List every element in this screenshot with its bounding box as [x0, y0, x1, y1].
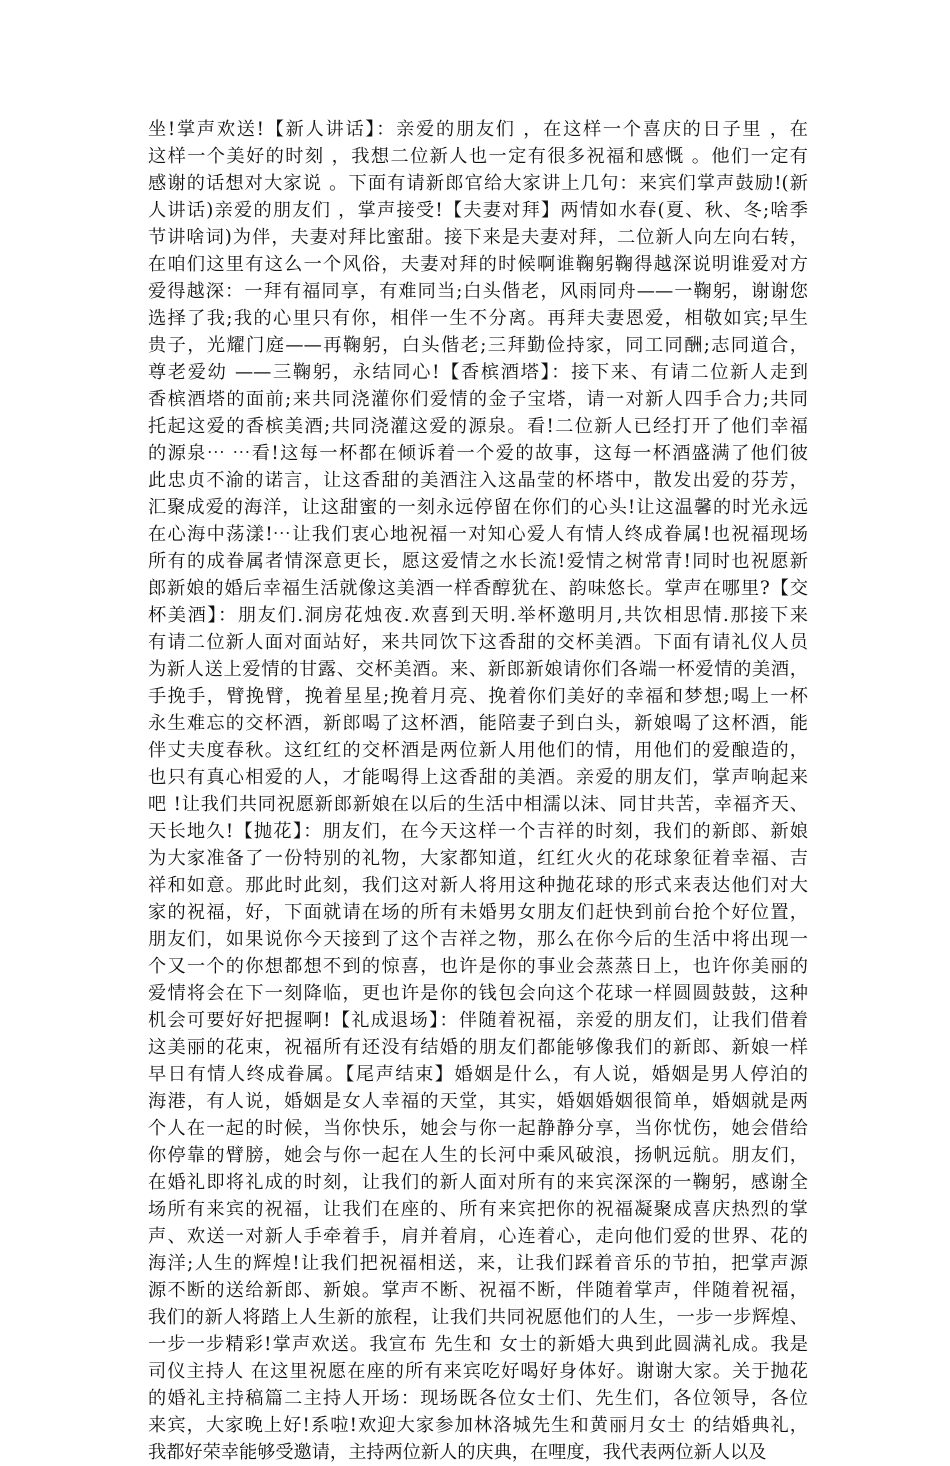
text-line: 我们的新人将踏上人生新的旅程，让我们共同祝愿他们的人生，一步一步辉煌、	[148, 1307, 808, 1328]
text-line: 天长地久!【抛花】：朋友们，在今天这样一个吉祥的时刻，我们的新郎、新娘	[148, 821, 808, 842]
text-line: 尊老爱幼 ——三鞠躬，永结同心!【香槟酒塔】：接下来、有请二位新人走到	[148, 362, 808, 383]
text-line: 一步一步精彩!掌声欢送。我宣布 先生和 女士的新婚大典到此圆满礼成。我是	[148, 1334, 808, 1355]
text-line: 此忠贞不渝的诺言，让这香甜的美酒注入这晶莹的杯塔中，散发出爱的芬芳，	[148, 470, 808, 491]
text-line: 在心海中荡漾!⋯让我们衷心地祝福一对知心爱人有情人终成眷属!也祝福现场	[148, 524, 808, 545]
text-line: 爱情将会在下一刻降临，更也许是你的钱包会向这个花球一样圆圆鼓鼓，这种	[148, 983, 808, 1004]
text-line: 的婚礼主持稿篇二主持人开场：现场既各位女士们、先生们，各位领导，各位	[148, 1388, 808, 1409]
text-line: 坐!掌声欢送!【新人讲话】：亲爱的朋友们 ，在这样一个喜庆的日子里 ，在	[148, 119, 808, 140]
text-line: 有请二位新人面对面站好，来共同饮下这香甜的交杯美酒。下面有请礼仪人员	[148, 632, 808, 653]
text-line: 的源泉⋯ ⋯看!这每一杯都在倾诉着一个爱的故事，这每一杯酒盛满了他们彼	[148, 443, 808, 464]
text-line: 这样一个美好的时刻 ，我想二位新人也一定有很多祝福和感慨 。他们一定有	[148, 146, 808, 167]
text-line: 节讲啥词)为伴，夫妻对拜比蜜甜。接下来是夫妻对拜，二位新人向左向右转，	[148, 227, 808, 248]
text-line: 托起这爱的香槟美酒;共同浇灌这爱的源泉。看!二位新人已经打开了他们幸福	[148, 416, 808, 437]
text-line: 吧 !让我们共同祝愿新郎新娘在以后的生活中相濡以沫、同甘共苦，幸福齐天、	[148, 794, 808, 815]
text-line: 海洋;人生的辉煌!让我们把祝福相送，来，让我们踩着音乐的节拍，把掌声源	[148, 1253, 808, 1274]
text-line: 祥和如意。那此时此刻，我们这对新人将用这种抛花球的形式来表达他们对大	[148, 875, 808, 896]
text-line: 朋友们，如果说你今天接到了这个吉祥之物，那么在你今后的生活中将出现一	[148, 929, 808, 950]
text-line: 也只有真心相爱的人，才能喝得上这香甜的美酒。亲爱的朋友们，掌声响起来	[148, 767, 808, 788]
text-line: 在咱们这里有这么一个风俗，夫妻对拜的时候啊谁鞠躬鞠得越深说明谁爱对方	[148, 254, 808, 275]
text-line: 海港，有人说，婚姻是女人幸福的天堂，其实，婚姻婚姻很简单，婚姻就是两	[148, 1091, 808, 1112]
text-line: 永生难忘的交杯酒，新郎喝了这杯酒，能陪妻子到白头，新娘喝了这杯酒，能	[148, 713, 808, 734]
text-line: 在婚礼即将礼成的时刻，让我们的新人面对所有的来宾深深的一鞠躬，感谢全	[148, 1172, 808, 1193]
text-line: 爱得越深：一拜有福同享，有难同当;白头偕老，风雨同舟——一鞠躬，谢谢您	[148, 281, 808, 302]
text-line: 杯美酒】：朋友们.洞房花烛夜.欢喜到天明.举杯邀明月,共饮相思情.那接下来	[148, 605, 808, 626]
text-line: 声、欢送一对新人手牵着手，肩并着肩，心连着心，走向他们爱的世界、花的	[148, 1226, 808, 1247]
text-line: 为大家准备了一份特别的礼物，大家都知道，红红火火的花球象征着幸福、吉	[148, 848, 808, 869]
text-line: 手挽手，臂挽臂，挽着星星;挽着月亮、挽着你们美好的幸福和梦想;喝上一杯	[148, 686, 808, 707]
text-line: 郎新娘的婚后幸福生活就像这美酒一样香醇犹在、韵味悠长。掌声在哪里?【交	[148, 578, 808, 599]
text-line: 选择了我;我的心里只有你，相伴一生不分离。再拜夫妻恩爱，相敬如宾;早生	[148, 308, 808, 329]
text-line: 你停靠的臂膀，她会与你一起在人生的长河中乘风破浪，扬帆远航。朋友们，	[148, 1145, 808, 1166]
text-line: 香槟酒塔的面前;来共同浇灌你们爱情的金子宝塔，请一对新人四手合力;共同	[148, 389, 808, 410]
text-line: 人讲话)亲爱的朋友们 ，掌声接受!【夫妻对拜】两情如水春(夏、秋、冬;啥季	[148, 200, 808, 221]
text-line: 个又一个的你想都想不到的惊喜，也许是你的事业会蒸蒸日上，也许你美丽的	[148, 956, 808, 977]
text-line: 所有的成眷属者情深意更长，愿这爱情之水长流!爱情之树常青!同时也祝愿新	[148, 551, 808, 572]
text-line: 为新人送上爱情的甘露、交杯美酒。来、新郎新娘请你们各端一杯爱情的美酒，	[148, 659, 808, 680]
text-line: 个人在一起的时候，当你快乐，她会与你一起静静分享，当你忧伤，她会借给	[148, 1118, 808, 1139]
text-line: 家的祝福，好，下面就请在场的所有未婚男女朋友们赶快到前台抢个好位置，	[148, 902, 808, 923]
text-line: 来宾，大家晚上好!系啦!欢迎大家参加林洛城先生和黄丽月女士 的结婚典礼，	[148, 1415, 808, 1436]
text-line: 伴丈夫度春秋。这红红的交杯酒是两位新人用他们的情，用他们的爱酿造的，	[148, 740, 808, 761]
document-body	[148, 116, 808, 1466]
text-line: 司仪主持人 在这里祝愿在座的所有来宾吃好喝好身体好。谢谢大家。关于抛花	[148, 1361, 808, 1382]
text-line: 早日有情人终成眷属。【尾声结束】婚姻是什么，有人说，婚姻是男人停泊的	[148, 1064, 808, 1085]
text-line: 汇聚成爱的海洋，让这甜蜜的一刻永远停留在你们的心头!让这温馨的时光永远	[148, 497, 808, 518]
text-line: 场所有来宾的祝福，让我们在座的、所有来宾把你的祝福凝聚成喜庆热烈的掌	[148, 1199, 808, 1220]
text-line: 源不断的送给新郎、新娘。掌声不断、祝福不断，伴随着掌声，伴随着祝福，	[148, 1280, 808, 1301]
text-line: 贵子，光耀门庭——再鞠躬，白头偕老;三拜勤俭持家，同工同酬;志同道合，	[148, 335, 808, 356]
text-line: 这美丽的花束，祝福所有还没有结婚的朋友们都能够像我们的新郎、新娘一样	[148, 1037, 808, 1058]
text-line: 我都好荣幸能够受邀请，主持两位新人的庆典，在哩度，我代表两位新人以及	[148, 1442, 767, 1463]
text-line: 机会可要好好把握啊!【礼成退场】：伴随着祝福，亲爱的朋友们，让我们借着	[148, 1010, 808, 1031]
text-line: 感谢的话想对大家说 。下面有请新郎官给大家讲上几句：来宾们掌声鼓励!(新	[148, 173, 808, 194]
